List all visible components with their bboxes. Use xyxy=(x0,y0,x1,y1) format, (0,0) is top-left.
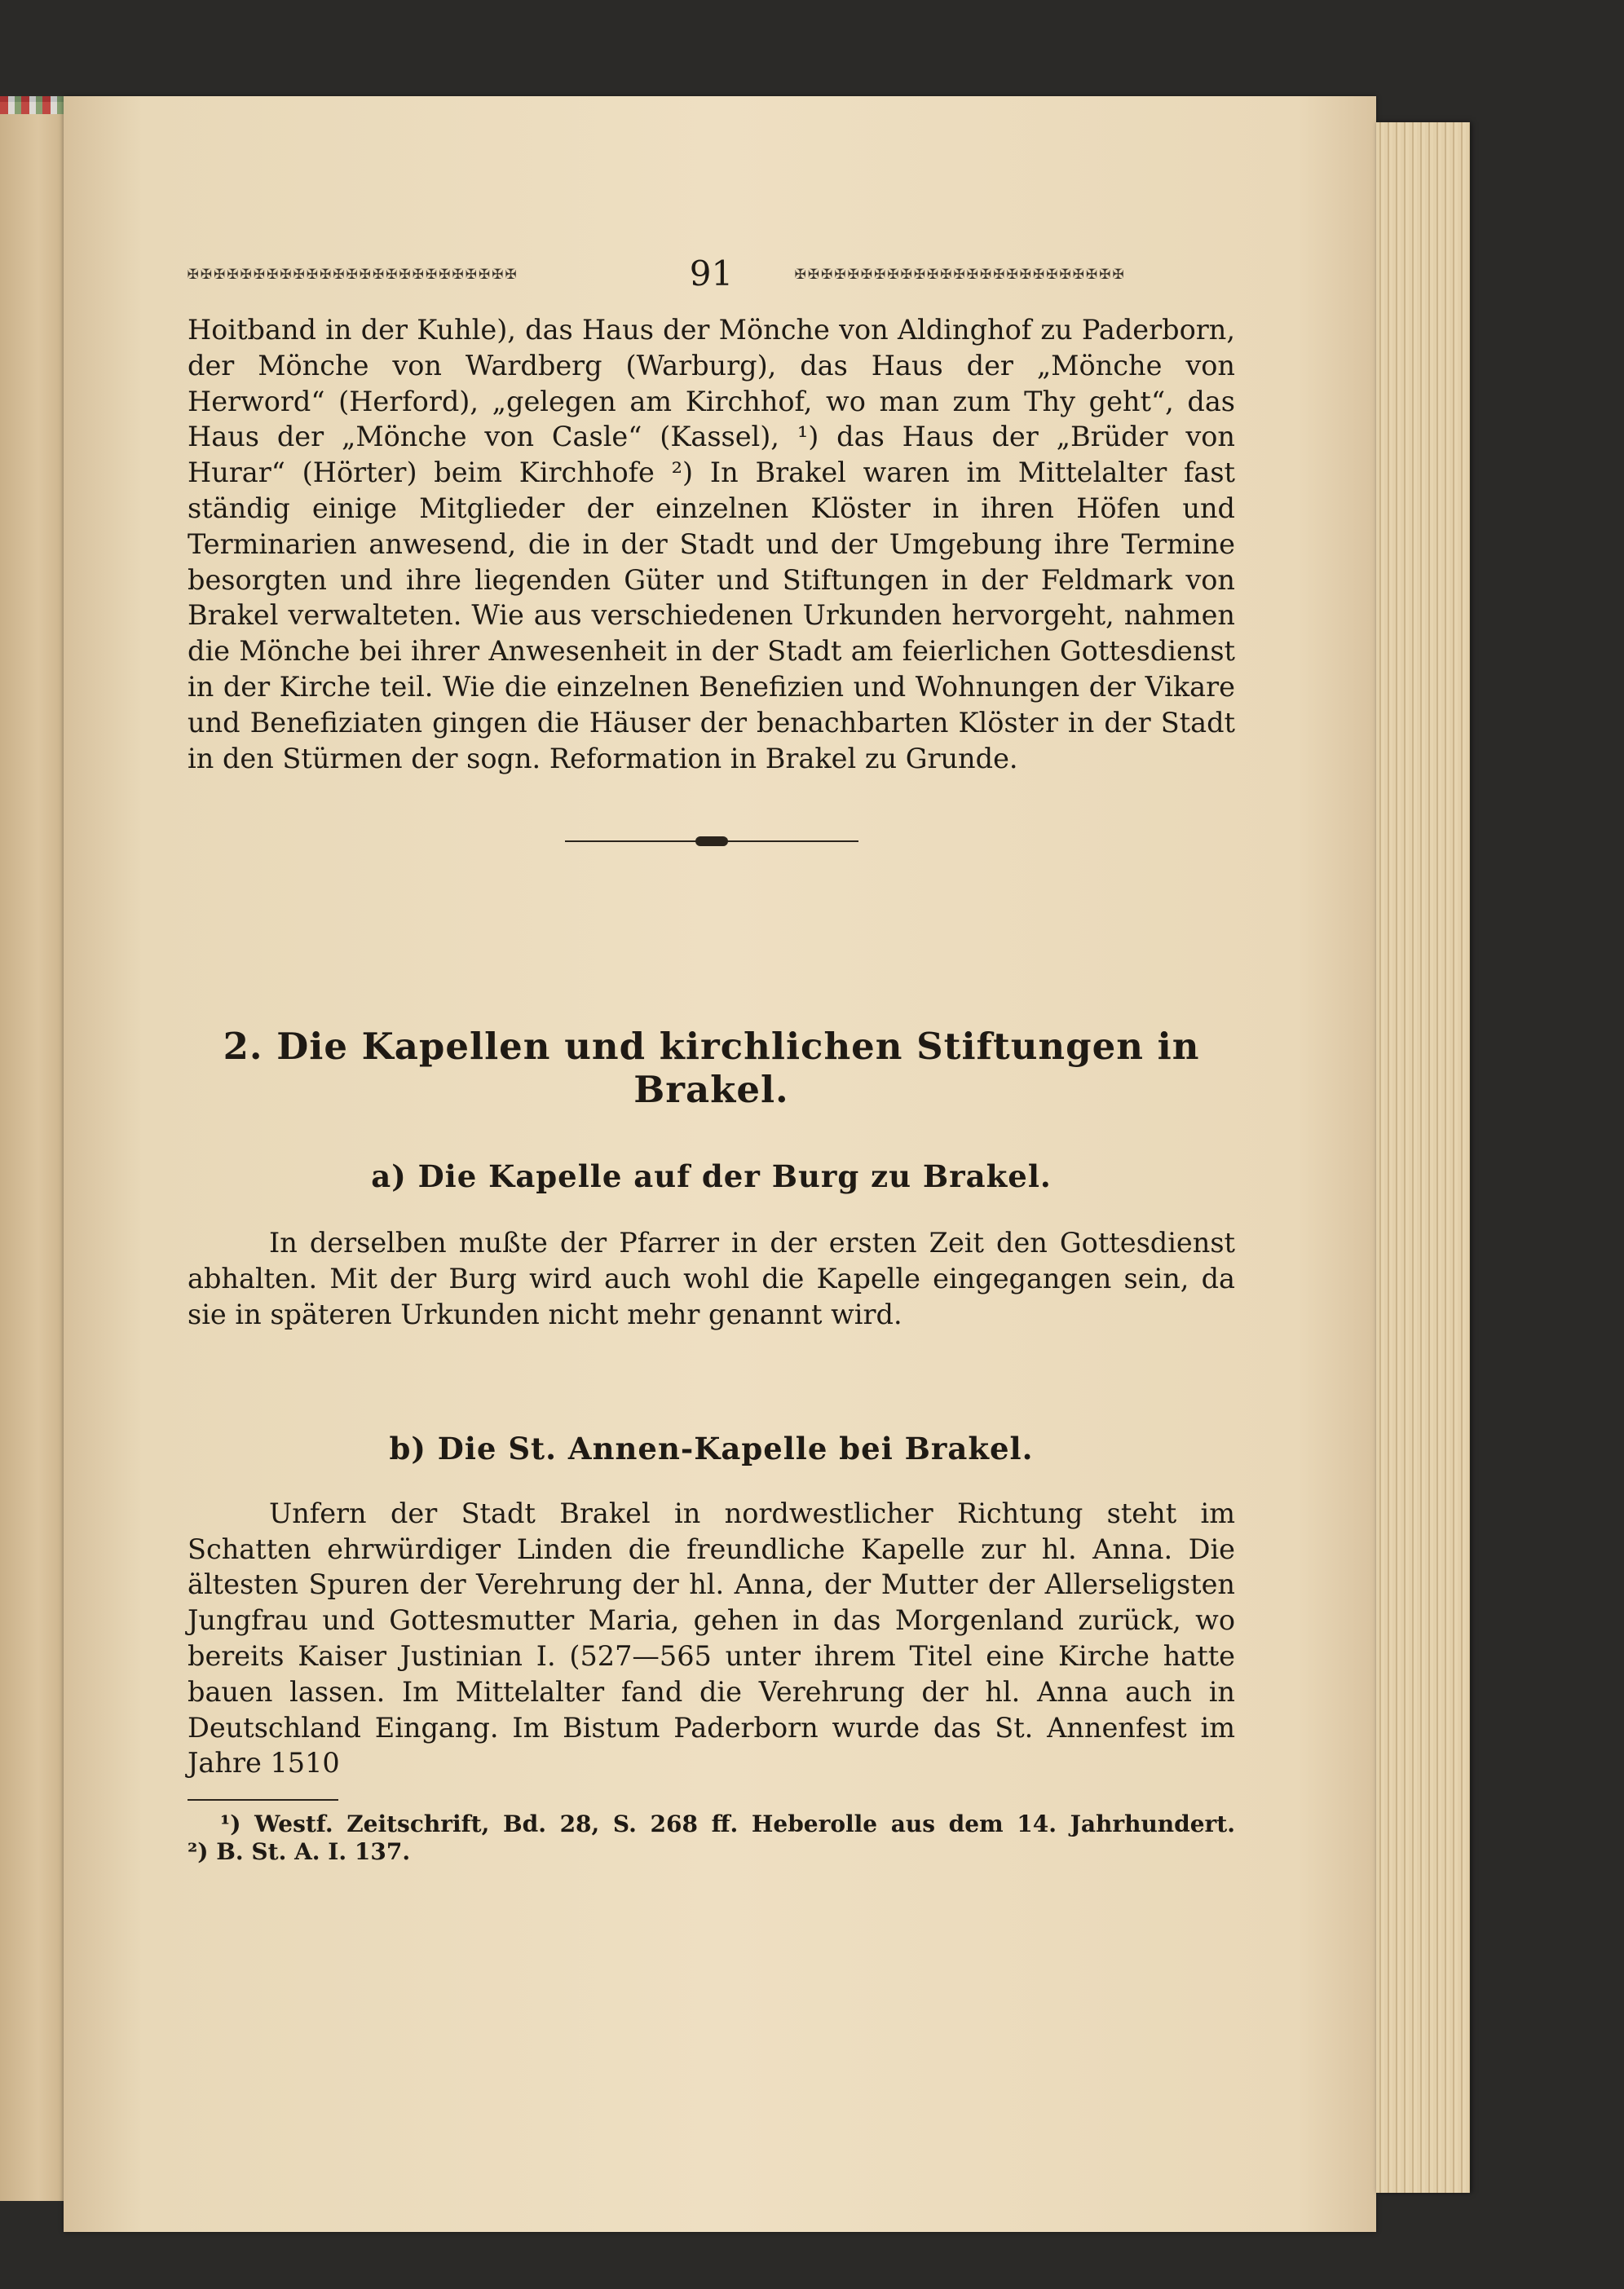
paragraph-continuation: Hoitband in der Kuhle), das Haus der Mönche von Aldinghof zu Paderborn, der Mönche von Wardberg (Warburg), das Haus der „Mönche von Herword“ (Herford), „gelegen am Kirchhof, wo man zum Thy geht“, das Haus der „Mönche von Casle“ (Kassel), ¹) das Haus der „Brüder von Hurar“ (Hörter) beim Kirchhofe ²) In Brakel waren im Mittelalter fast ständig einige Mitglieder der einzelnen Klöster in ihren Höfen und Terminarien anwesend, die in der Stadt und der Umgebung ihre Termine besorgten und ihre liegenden Güter und Stiftungen in der Feldmark von Brakel verwalteten. Wie aus verschiedenen Urkunden hervorgeht, nahmen die Mönche bei ihrer Anwesenheit in der Stadt am feierlichen Gottesdienst in der Kirche teil. Wie die einzelnen Benefizien und Wohnungen der Vikare und Benefiziaten gingen die Häuser der benachbarten Klöster in der Stadt in den Stürmen der sogn. Reformation in Brakel zu Grunde. xyxy=(188,314,1235,774)
footnote-rule xyxy=(188,1799,338,1801)
footnote-1: ¹) Westf. Zeitschrift, Bd. 28, S. 268 ff. Heberolle aus dem 14. Jahrhundert. xyxy=(220,1810,1235,1838)
footnote-2: ²) B. St. A. I. 137. xyxy=(188,1838,411,1866)
left-page-edge xyxy=(0,102,64,2201)
running-header xyxy=(188,249,1235,298)
subsection-title-b: b) Die St. Annen-Kapelle bei Brakel. xyxy=(389,1430,1034,1466)
header-ornament-left: ✠✠✠✠✠✠✠✠✠✠✠✠✠✠✠✠✠✠✠✠✠✠✠✠✠ xyxy=(188,262,519,284)
paragraph-b: Unfern der Stadt Brakel in nordwestlicher Richtung steht im Schatten ehrwürdiger Linden die freundliche Kapelle zur hl. Anna. Die ältesten Spuren der Verehrung der hl. Anna, der Mutter der Allerseligsten Jungfrau und Gottesmutter Maria, gehen in das Morgenland zurück, wo bereits Kaiser Justinian I. (527—565 unter ihrem Titel eine Kirche hatte bauen lassen. Im Mittelalter fand die Verehrung der hl. Anna auch in Deutschland Eingang. Im Bistum Paderborn wurde das St. Annenfest im Jahre 1510 xyxy=(188,1497,1235,1780)
page-edges xyxy=(1376,122,1470,2193)
divider-ornament xyxy=(695,836,728,846)
section-title: 2. Die Kapellen und kirchlichen Stiftungen in Brakel. xyxy=(223,1025,1200,1112)
subsection-title-a: a) Die Kapelle auf der Burg zu Brakel. xyxy=(371,1158,1052,1195)
header-ornament-right: ✠✠✠✠✠✠✠✠✠✠✠✠✠✠✠✠✠✠✠✠✠✠✠✠✠ xyxy=(794,262,1127,284)
paragraph-a: In derselben mußte der Pfarrer in der ersten Zeit den Gottesdienst abhalten. Mit der Burg wird auch wohl die Kapelle eingegangen sein, da sie in späteren Urkunden nicht mehr genannt wird. xyxy=(188,1227,1235,1330)
section-divider xyxy=(565,833,858,849)
page-number: 91 xyxy=(689,253,734,293)
page-content xyxy=(188,249,1235,1866)
